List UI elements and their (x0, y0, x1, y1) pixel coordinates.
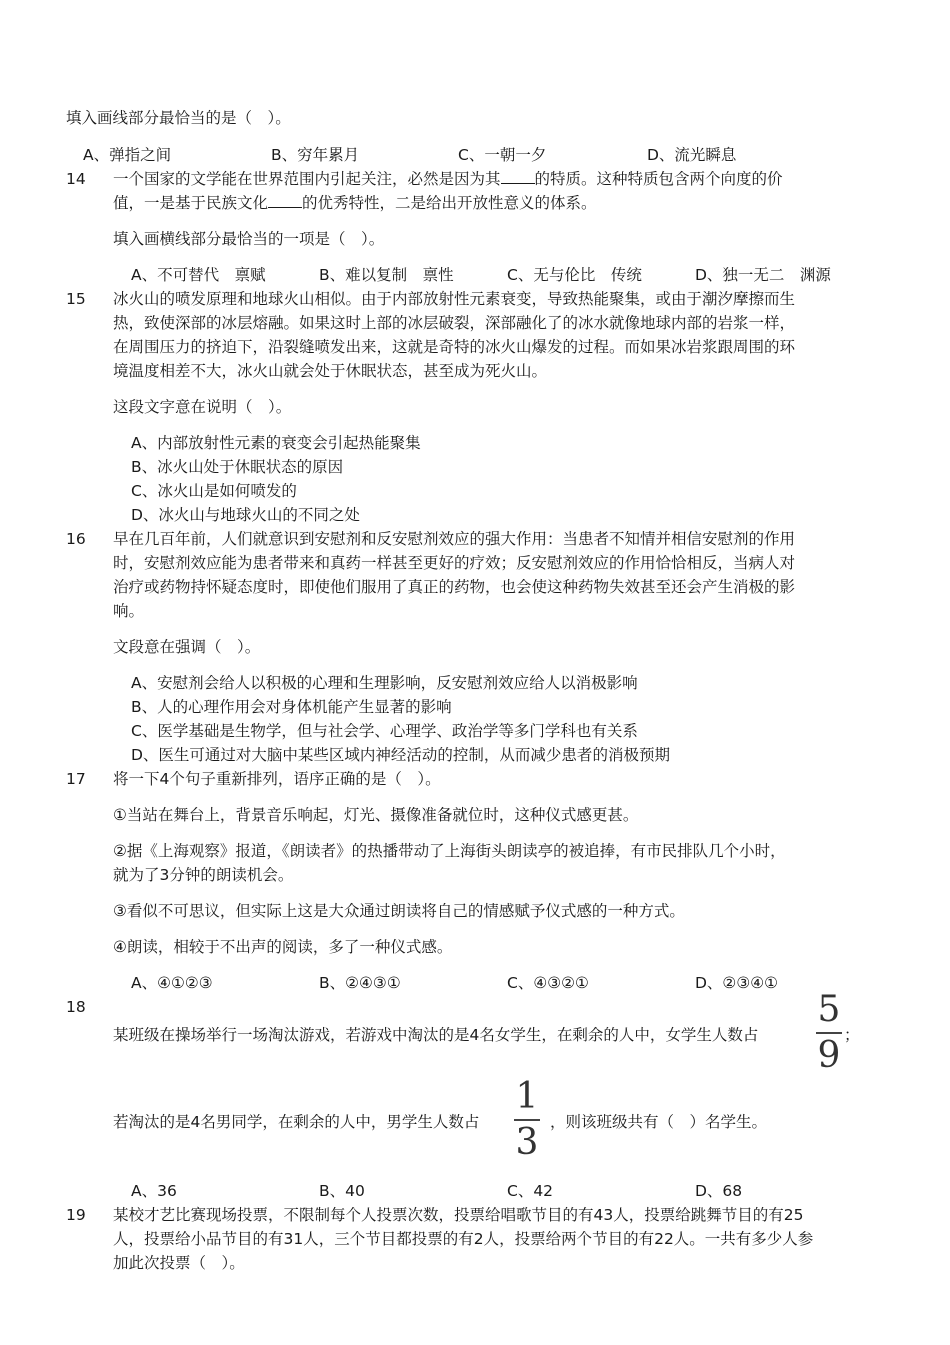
q19-stem-line3: 加此次投票（ ）。 (113, 1254, 245, 1272)
q18-frac1-bar (816, 1032, 842, 1034)
q14-stem-line1-b: 的特质。这种特质包含两个向度的价 (534, 170, 783, 188)
q14-stem-line2-a: 值，一是基于民族文化 (113, 194, 269, 212)
q19-stem-line1: 某校才艺比赛现场投票，不限制每个人投票次数，投票给唱歌节目的有43人，投票给跳舞节目的有25 (113, 1206, 804, 1224)
q19-stem-line2: 人，投票给小品节目的有31人，三个节目都投票的有2人，投票给两个节目的有22人。一共有多少人参 (113, 1230, 814, 1248)
q17-option-a: A、④①②③ (131, 974, 213, 992)
q17-sentence-4: ④朗读，相较于不出声的阅读，多了一种仪式感。 (113, 938, 453, 956)
q18-line1-end: ； (844, 1026, 860, 1044)
q14-option-a: A、不可替代 禀赋 (131, 266, 266, 284)
q17-prompt: 将一下4个句子重新排列，语序正确的是（ ）。 (113, 770, 441, 788)
q18-stem-line2-b: ，则该班级共有（ ）名学生。 (550, 1113, 768, 1131)
q15-stem-line1: 冰火山的喷发原理和地球火山相似。由于内部放射性元素衰变，导致热能聚集，或由于潮汐摩擦而生 (113, 290, 796, 308)
q17-sentence-3: ③看似不可思议，但实际上这是大众通过朗读将自己的情感赋予仪式感的一种方式。 (113, 902, 685, 920)
question-number-17: 17 (66, 770, 86, 788)
q18-option-a: A、36 (131, 1182, 177, 1200)
q15-option-a: A、内部放射性元素的衰变会引起热能聚集 (131, 434, 421, 452)
q16-prompt: 文段意在强调（ ）。 (113, 638, 261, 656)
q15-stem-line2: 热，致使深部的冰层熔融。如果这时上部的冰层破裂，深部融化了的冰水就像地球内部的岩浆一样， (113, 314, 796, 332)
intro-option-c: C、一朝一夕 (458, 146, 547, 164)
q14-stem-line2-b: 的优秀特性，二是给出开放性意义的体系。 (302, 194, 597, 212)
q18-option-d: D、68 (695, 1182, 743, 1200)
q17-option-d: D、②③④① (695, 974, 779, 992)
q14-prompt: 填入画横线部分最恰当的一项是（ ）。 (113, 230, 385, 248)
q16-option-c: C、医学基础是生物学，但与社会学、心理学、政治学等多门学科也有关系 (131, 722, 638, 740)
question-number-19: 19 (66, 1206, 86, 1224)
q14-stem-line1 (113, 167, 783, 191)
q17-sentence-1: ①当站在舞台上，背景音乐响起，灯光、摄像准备就位时，这种仪式感更甚。 (113, 806, 639, 824)
q14-blank-1 (501, 169, 535, 184)
q15-stem-line4: 境温度相差不大，冰火山就会处于休眠状态，甚至成为死火山。 (113, 362, 548, 380)
q17-option-b: B、②④③① (319, 974, 401, 992)
q16-option-a: A、安慰剂会给人以积极的心理和生理影响，反安慰剂效应给人以消极影响 (131, 674, 638, 692)
q15-option-d: D、冰火山与地球火山的不同之处 (131, 506, 360, 524)
q18-frac1-numerator: 5 (817, 989, 841, 1030)
intro-option-a: A、弹指之间 (83, 146, 172, 164)
q18-fraction-5-9 (814, 990, 844, 1076)
q17-option-c: C、④③②① (507, 974, 589, 992)
q18-frac2-denominator: 3 (515, 1122, 539, 1163)
q18-option-b: B、40 (319, 1182, 365, 1200)
intro-prompt: 填入画线部分最恰当的是（ ）。 (66, 109, 291, 127)
intro-option-b: B、穷年累月 (271, 146, 360, 164)
q16-stem-line1: 早在几百年前，人们就意识到安慰剂和反安慰剂效应的强大作用：当患者不知情并相信安慰剂的作用 (113, 530, 796, 548)
q18-stem-line2-a: 若淘汰的是4名男同学，在剩余的人中，男学生人数占 (113, 1113, 480, 1131)
q18-option-c: C、42 (507, 1182, 554, 1200)
q15-stem-line3: 在周围压力的挤迫下，沿裂缝喷发出来，这就是奇特的冰火山爆发的过程。而如果冰岩浆跟周围的环 (113, 338, 796, 356)
q17-sentence-2-line2: 就为了3分钟的朗读机会。 (113, 866, 294, 884)
intro-option-d: D、流光瞬息 (647, 146, 737, 164)
q15-option-b: B、冰火山处于休眠状态的原因 (131, 458, 344, 476)
q16-option-d: D、医生可通过对大脑中某些区域内神经活动的控制，从而减少患者的消极预期 (131, 746, 670, 764)
q18-frac1-denominator: 9 (817, 1035, 841, 1076)
question-number-16: 16 (66, 530, 86, 548)
q18-frac2-numerator: 1 (515, 1076, 539, 1117)
question-number-15: 15 (66, 290, 86, 308)
q16-stem-line4: 响。 (113, 602, 145, 620)
q16-stem-line2: 时，安慰剂效应能为患者带来和真药一样甚至更好的疗效；反安慰剂效应的作用恰恰相反，当病人对 (113, 554, 796, 572)
q18-fraction-1-3 (512, 1077, 542, 1163)
question-number-18: 18 (66, 998, 86, 1016)
q14-option-c: C、无与伦比 传统 (507, 266, 642, 284)
q17-sentence-2-line1: ②据《上海观察》报道，《朗读者》的热播带动了上海街头朗读亭的被追捧，有市民排队几个小时， (113, 842, 786, 860)
q14-stem-line1-a: 一个国家的文学能在世界范围内引起关注，必然是因为其 (113, 170, 501, 188)
question-number-14: 14 (66, 170, 86, 188)
q18-stem-line1: 某班级在操场举行一场淘汰游戏，若游戏中淘汰的是4名女学生，在剩余的人中，女学生人数占 (113, 1026, 759, 1044)
q15-prompt: 这段文字意在说明（ ）。 (113, 398, 292, 416)
q14-stem-line2 (113, 191, 597, 215)
q14-option-d: D、独一无二 渊源 (695, 266, 831, 284)
q16-stem-line3: 治疗或药物持怀疑态度时，即使他们服用了真正的药物，也会使这种药物失效甚至还会产生消极的影 (113, 578, 796, 596)
q14-blank-2 (268, 193, 302, 208)
q15-option-c: C、冰火山是如何喷发的 (131, 482, 297, 500)
q18-frac2-bar (514, 1119, 540, 1121)
q14-option-b: B、难以复制 禀性 (319, 266, 454, 284)
q16-option-b: B、人的心理作用会对身体机能产生显著的影响 (131, 698, 452, 716)
